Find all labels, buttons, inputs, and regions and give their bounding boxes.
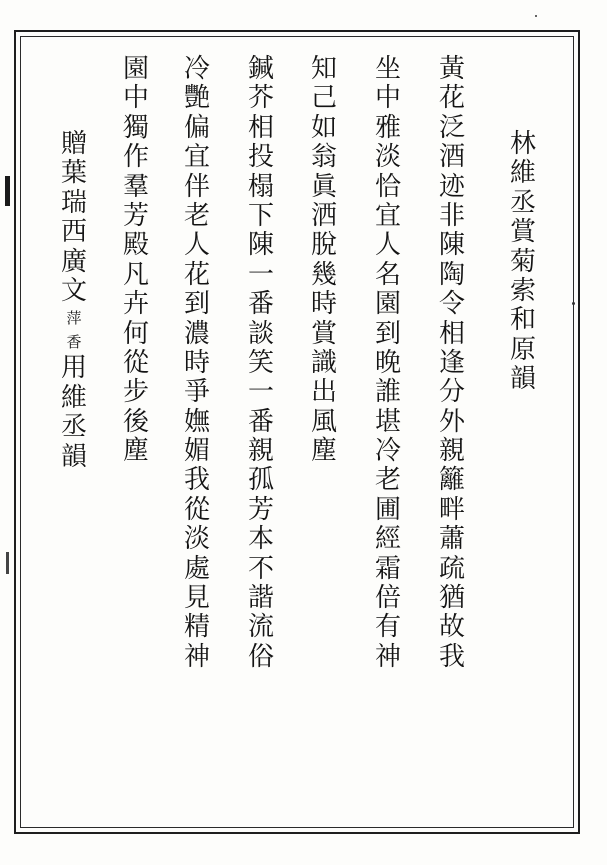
vertical-char: 神 bbox=[374, 641, 401, 672]
vertical-char: 坐 bbox=[374, 54, 401, 84]
vertical-char: 相 bbox=[247, 112, 274, 143]
vertical-char: 時 bbox=[310, 289, 337, 320]
paper-speck bbox=[572, 302, 575, 305]
vertical-char: 下 bbox=[247, 200, 274, 231]
vertical-char: 一 bbox=[247, 377, 274, 408]
vertical-char: 分 bbox=[438, 377, 465, 408]
vertical-char: 知 bbox=[310, 54, 337, 84]
vertical-char: 圃 bbox=[374, 494, 401, 525]
vertical-char: 冷 bbox=[183, 54, 210, 84]
vertical-char: 到 bbox=[183, 289, 210, 320]
left-edge-mark bbox=[5, 176, 10, 206]
poem-text-column-2 bbox=[370, 55, 406, 672]
vertical-char: 芥 bbox=[247, 83, 274, 114]
vertical-char: 香 bbox=[66, 333, 82, 352]
vertical-char: 中 bbox=[374, 83, 401, 114]
vertical-char: 翁 bbox=[310, 142, 337, 173]
vertical-char: 諧 bbox=[247, 583, 274, 614]
vertical-char: 宜 bbox=[183, 142, 210, 173]
vertical-char: 文 bbox=[60, 275, 87, 306]
poem-text-column-1 bbox=[434, 55, 470, 672]
vertical-char: 林 bbox=[509, 129, 536, 159]
vertical-char: 籬 bbox=[438, 465, 465, 496]
vertical-char: 投 bbox=[247, 142, 274, 173]
vertical-char: 獨 bbox=[122, 112, 149, 143]
vertical-char: 神 bbox=[183, 641, 210, 672]
vertical-char: 原 bbox=[509, 334, 536, 365]
vertical-char: 人 bbox=[374, 230, 401, 261]
vertical-char: 維 bbox=[60, 382, 87, 413]
vertical-char: 雅 bbox=[374, 112, 401, 143]
vertical-char: 笑 bbox=[247, 347, 274, 378]
vertical-char: 風 bbox=[310, 406, 337, 437]
vertical-char: 迹 bbox=[438, 171, 465, 202]
vertical-char: 從 bbox=[122, 347, 149, 378]
vertical-char: 作 bbox=[122, 142, 149, 173]
vertical-char: 我 bbox=[183, 465, 210, 496]
vertical-char: 何 bbox=[122, 318, 149, 349]
vertical-char: 卉 bbox=[122, 289, 149, 320]
vertical-char: 相 bbox=[438, 318, 465, 349]
vertical-char: 己 bbox=[310, 83, 337, 114]
vertical-char: 萍 bbox=[66, 309, 82, 328]
poem-text-column-6 bbox=[118, 55, 154, 466]
vertical-char: 淡 bbox=[183, 524, 210, 555]
vertical-char: 陳 bbox=[247, 230, 274, 261]
vertical-char: 後 bbox=[122, 406, 149, 437]
vertical-char: 蕭 bbox=[438, 524, 465, 555]
vertical-char: 花 bbox=[183, 259, 210, 290]
vertical-char: 伴 bbox=[183, 171, 210, 202]
vertical-char: 宜 bbox=[374, 200, 401, 231]
vertical-char: 不 bbox=[247, 553, 274, 584]
vertical-char: 親 bbox=[438, 436, 465, 467]
vertical-char: 畔 bbox=[438, 494, 465, 525]
vertical-char: 菊 bbox=[509, 246, 536, 277]
vertical-char: 俗 bbox=[247, 641, 274, 672]
vertical-char: 廣 bbox=[60, 246, 87, 277]
vertical-char: 偏 bbox=[183, 112, 210, 143]
vertical-char: 塵 bbox=[122, 436, 149, 467]
vertical-char: 疏 bbox=[438, 553, 465, 584]
vertical-char: 名 bbox=[374, 259, 401, 290]
vertical-char: 贈 bbox=[60, 129, 87, 159]
vertical-char: 酒 bbox=[438, 142, 465, 173]
vertical-char: 羣 bbox=[122, 171, 149, 202]
vertical-char: 經 bbox=[374, 524, 401, 555]
dedication-column bbox=[56, 130, 92, 472]
vertical-char: 和 bbox=[509, 305, 536, 336]
vertical-char: 脫 bbox=[310, 230, 337, 261]
vertical-char: 一 bbox=[247, 259, 274, 290]
vertical-char: 晚 bbox=[374, 347, 401, 378]
vertical-char: 如 bbox=[310, 112, 337, 143]
vertical-char: 瑞 bbox=[60, 187, 87, 218]
vertical-char: 恰 bbox=[374, 171, 401, 202]
vertical-char: 嫵 bbox=[183, 406, 210, 437]
vertical-char: 出 bbox=[310, 377, 337, 408]
vertical-char: 外 bbox=[438, 406, 465, 437]
vertical-char: 見 bbox=[183, 583, 210, 614]
vertical-char: 非 bbox=[438, 200, 465, 231]
vertical-char: 流 bbox=[247, 612, 274, 643]
vertical-char: 孤 bbox=[247, 465, 274, 496]
vertical-char: 花 bbox=[438, 83, 465, 114]
vertical-char: 談 bbox=[247, 318, 274, 349]
vertical-char: 洒 bbox=[310, 200, 337, 231]
vertical-char: 步 bbox=[122, 377, 149, 408]
vertical-char: 從 bbox=[183, 494, 210, 525]
vertical-char: 鍼 bbox=[247, 54, 274, 84]
vertical-char: 韻 bbox=[60, 441, 87, 472]
vertical-char: 老 bbox=[183, 200, 210, 231]
vertical-char: 殿 bbox=[122, 230, 149, 261]
vertical-char: 幾 bbox=[310, 259, 337, 290]
vertical-char: 逢 bbox=[438, 347, 465, 378]
poem-text-column-5 bbox=[179, 55, 215, 672]
left-edge-dots bbox=[6, 552, 9, 574]
vertical-char: 令 bbox=[438, 289, 465, 320]
vertical-char: 番 bbox=[247, 406, 274, 437]
vertical-char: 榻 bbox=[247, 171, 274, 202]
vertical-char: 淡 bbox=[374, 142, 401, 173]
paper-speck bbox=[535, 15, 537, 17]
vertical-char: 堪 bbox=[374, 406, 401, 437]
vertical-char: 葉 bbox=[60, 158, 87, 189]
vertical-char: 陳 bbox=[438, 230, 465, 261]
vertical-char: 誰 bbox=[374, 377, 401, 408]
vertical-char: 精 bbox=[183, 612, 210, 643]
vertical-char: 有 bbox=[374, 612, 401, 643]
vertical-char: 芳 bbox=[122, 200, 149, 231]
poem-text-column-3 bbox=[306, 55, 342, 466]
vertical-char: 人 bbox=[183, 230, 210, 261]
vertical-char: 中 bbox=[122, 83, 149, 114]
vertical-char: 陶 bbox=[438, 259, 465, 290]
vertical-char: 冷 bbox=[374, 436, 401, 467]
vertical-char: 園 bbox=[374, 289, 401, 320]
vertical-char: 園 bbox=[122, 54, 149, 84]
vertical-char: 我 bbox=[438, 641, 465, 672]
vertical-char: 老 bbox=[374, 465, 401, 496]
vertical-char: 芳 bbox=[247, 494, 274, 525]
vertical-char: 凡 bbox=[122, 259, 149, 290]
vertical-char: 到 bbox=[374, 318, 401, 349]
vertical-char: 眞 bbox=[310, 171, 337, 202]
vertical-char: 韻 bbox=[509, 364, 536, 395]
vertical-char: 丞 bbox=[60, 412, 87, 443]
vertical-char: 西 bbox=[60, 217, 87, 248]
vertical-char: 媚 bbox=[183, 436, 210, 467]
vertical-char: 本 bbox=[247, 524, 274, 555]
vertical-char: 維 bbox=[509, 158, 536, 189]
vertical-char: 丞 bbox=[509, 187, 536, 218]
vertical-char: 識 bbox=[310, 347, 337, 378]
vertical-char: 時 bbox=[183, 347, 210, 378]
vertical-char: 泛 bbox=[438, 112, 465, 143]
vertical-char: 索 bbox=[509, 275, 536, 306]
vertical-char: 濃 bbox=[183, 318, 210, 349]
vertical-char: 倍 bbox=[374, 583, 401, 614]
vertical-char: 親 bbox=[247, 436, 274, 467]
vertical-char: 故 bbox=[438, 612, 465, 643]
vertical-char: 處 bbox=[183, 553, 210, 584]
vertical-char: 霜 bbox=[374, 553, 401, 584]
vertical-char: 番 bbox=[247, 289, 274, 320]
vertical-char: 賞 bbox=[310, 318, 337, 349]
poem-text-column-4 bbox=[243, 55, 279, 672]
vertical-char: 爭 bbox=[183, 377, 210, 408]
vertical-char: 黃 bbox=[438, 54, 465, 84]
vertical-char: 艷 bbox=[183, 83, 210, 114]
vertical-char: 賞 bbox=[509, 217, 536, 248]
vertical-char: 猶 bbox=[438, 583, 465, 614]
vertical-char: 塵 bbox=[310, 436, 337, 467]
poem-title-column bbox=[505, 130, 541, 395]
vertical-char: 用 bbox=[60, 353, 87, 384]
inner-border-frame bbox=[20, 36, 574, 828]
